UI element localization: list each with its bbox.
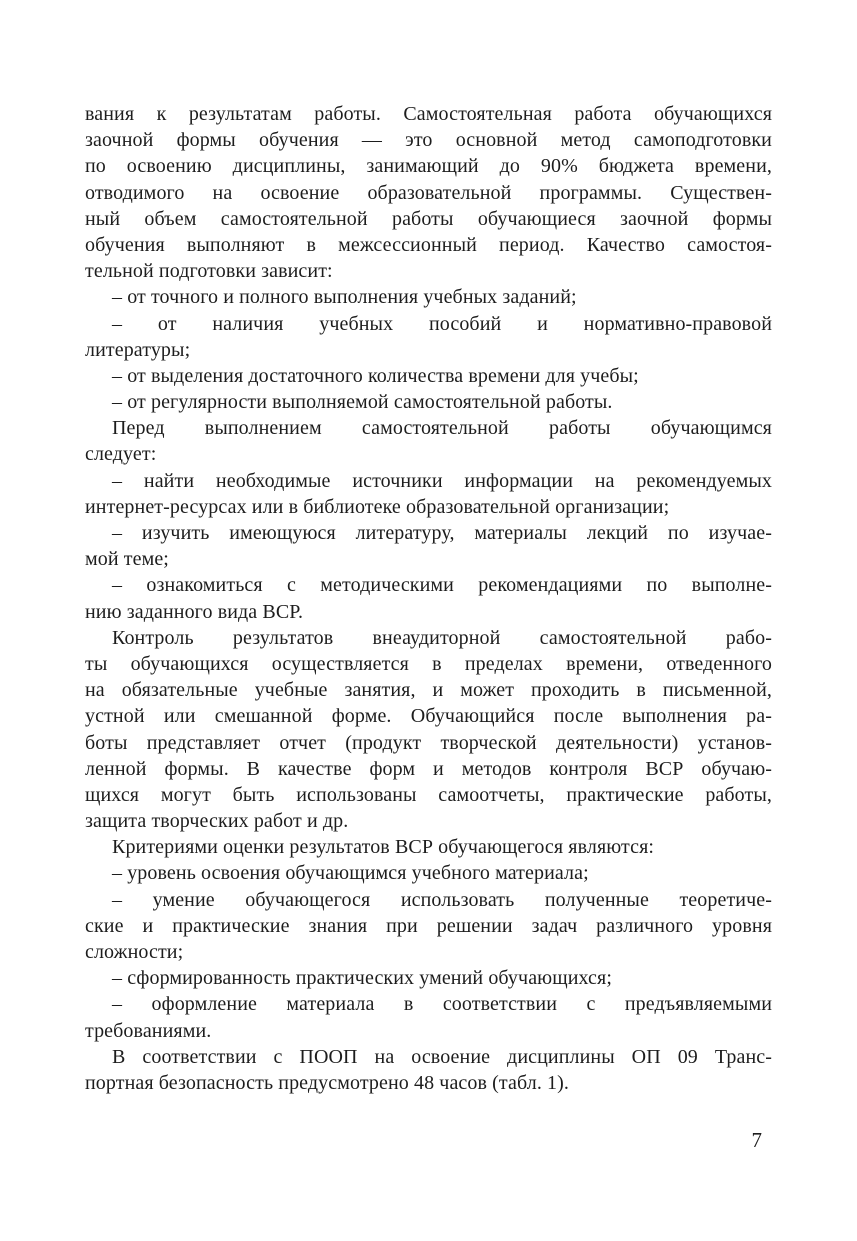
text-line: литературы; bbox=[85, 338, 191, 361]
text-line: Перед выполнением самостоятельной работы обучающимся bbox=[112, 417, 772, 440]
text-line: – от выделения достаточного количества времени для учебы; bbox=[112, 364, 639, 387]
text-line: Контроль результатов внеаудиторной самостоятельной рабо- bbox=[112, 626, 772, 649]
text-line: Критериями оценки результатов ВСР обучающегося являются: bbox=[112, 836, 655, 859]
text-line: нию заданного вида ВСР. bbox=[85, 600, 304, 623]
text-line: – изучить имеющуюся литературу, материалы лекций по изучае- bbox=[112, 522, 772, 544]
text-line: ты обучающихся осуществляется в пределах времени, отведенного bbox=[85, 652, 772, 675]
text-line: щихся могут быть использованы самоотчеты, практические работы, bbox=[85, 783, 772, 806]
text-line: – от точного и полного выполнения учебных заданий; bbox=[112, 286, 577, 309]
text-line: – сформированность практических умений обучающихся; bbox=[112, 967, 612, 990]
text-line: по освоению дисциплины, занимающий до 90% бюджета времени, bbox=[85, 155, 772, 178]
text-line: обучения выполняют в межсессионный период. Качество самостоя- bbox=[85, 233, 772, 256]
text-line: сложности; bbox=[85, 941, 184, 963]
text-line: – ознакомиться с методическими рекомендациями по выполне- bbox=[112, 574, 772, 597]
text-line: требованиями. bbox=[85, 1019, 212, 1042]
text-line: В соответствии с ПООП на освоение дисциплины ОП 09 Транс- bbox=[112, 1045, 772, 1068]
text-line: ские и практические знания при решении задач различного уровня bbox=[85, 914, 772, 937]
text-line: защита творческих работ и др. bbox=[85, 810, 349, 833]
text-line: – от регулярности выполняемой самостоятельной работы. bbox=[112, 391, 613, 414]
text-line: тельной подготовки зависит: bbox=[85, 260, 333, 283]
text-line: заочной формы обучения — это основной метод самоподготовки bbox=[85, 129, 772, 152]
text-line: следует: bbox=[85, 443, 157, 466]
text-line: вания к результатам работы. Самостоятельная работа обучающихся bbox=[85, 103, 772, 125]
text-line: ный объем самостоятельной работы обучающиеся заочной формы bbox=[85, 207, 772, 230]
page-number: 7 bbox=[751, 1128, 762, 1152]
text-line: портная безопасность предусмотрено 48 часов (табл. 1). bbox=[85, 1071, 569, 1094]
text-line: отводимого на освоение образовательной программы. Существен- bbox=[85, 181, 772, 204]
text-line: – от наличия учебных пособий и нормативно-правовой bbox=[112, 312, 772, 335]
text-line: ленной формы. В качестве форм и методов контроля ВСР обучаю- bbox=[85, 757, 772, 780]
text-line: – оформление материала в соответствии с предъявляемыми bbox=[112, 993, 772, 1016]
page-text-block bbox=[85, 101, 772, 1096]
text-line: устной или смешанной форме. Обучающийся после выполнения ра- bbox=[85, 705, 772, 728]
text-line: интернет-ресурсах или в библиотеке образовательной организации; bbox=[85, 495, 670, 518]
text-line: – умение обучающегося использовать полученные теоретиче- bbox=[112, 888, 772, 911]
text-line: на обязательные учебные занятия, и может проходить в письменной, bbox=[85, 679, 772, 702]
text-line: – найти необходимые источники информации на рекомендуемых bbox=[112, 469, 772, 492]
text-line: – уровень освоения обучающимся учебного материала; bbox=[112, 862, 589, 885]
text-line: мой теме; bbox=[85, 548, 169, 571]
text-line: боты представляет отчет (продукт творческой деятельности) установ- bbox=[85, 731, 772, 754]
